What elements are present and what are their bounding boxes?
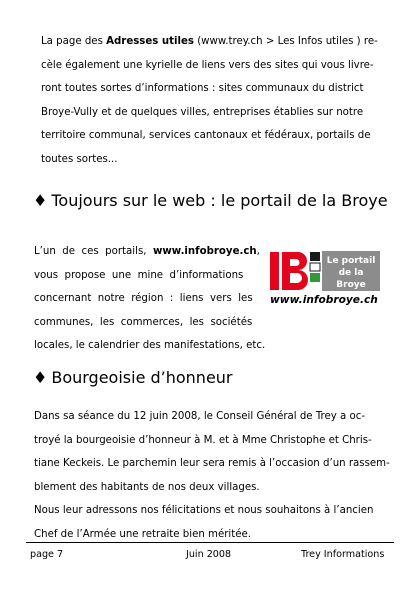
portail-text: ,	[256, 246, 260, 257]
intro-text: La page des	[41, 36, 107, 47]
portail-line: communes, les commerces, les sociétés	[34, 316, 253, 328]
logo-url: www.infobroye.ch	[270, 294, 378, 306]
intro-line: territoire communal, services cantonaux et fédéraux, portails de	[41, 130, 371, 142]
logo-text-line1: Le portail	[326, 256, 376, 266]
bourgeoisie-line: troyé la bourgeoisie d’honneur à M. et à Mme Christophe et Chris-	[34, 434, 372, 446]
portail-line: locales, le calendrier des manifestations, etc.	[34, 340, 266, 352]
diamond-bullet-icon: ♦	[33, 191, 48, 210]
portail-line	[34, 240, 266, 264]
bourgeoisie-line: Chef de l’Armée une retraite bien méritée.	[34, 528, 252, 540]
section-title: Bourgeoisie d’honneur	[51, 368, 233, 387]
logo-letter-i-shape	[270, 252, 279, 290]
footer-publication: Trey Informations	[301, 549, 385, 560]
logo-square-white	[310, 263, 320, 271]
intro-line	[41, 30, 379, 54]
section-heading-portail	[33, 191, 388, 210]
portail-line: concernant notre région : liens vers les	[34, 293, 253, 305]
section-title: Toujours sur le web : le portail de la Broye	[51, 191, 388, 210]
bourgeoisie-line: tiane Keckeis. Le parchemin leur sera remis à l’occasion d’un rassem-	[34, 458, 390, 470]
adresses-utiles-label: Adresses utiles	[106, 36, 194, 47]
bourgeoisie-paragraph	[34, 405, 390, 547]
section-heading-bourgeoisie	[33, 368, 233, 387]
infobroye-link[interactable]: www.infobroye.ch	[152, 246, 257, 257]
logo-letter-b-shape	[282, 252, 308, 290]
bourgeoisie-line: blement des habitants de nos deux villages.	[34, 481, 260, 493]
footer-page-number: page 7	[30, 549, 64, 560]
intro-line: ront toutes sortes d’informations : sites communaux du district	[41, 83, 364, 95]
bourgeoisie-line: Dans sa séance du 12 juin 2008, le Conseil Général de Trey a oc-	[34, 411, 366, 422]
intro-text: (www.trey.ch > Les Infos utiles ) re-	[193, 36, 378, 47]
intro-line: Broye-Vully et de quelques villes, entreprises établies sur notre	[41, 106, 364, 118]
portail-paragraph	[34, 240, 266, 358]
logo-square-green	[310, 273, 320, 282]
bourgeoisie-line: Nous leur adressons nos félicitations et nous souhaitons à l’ancien	[34, 505, 374, 517]
logo-square-dark	[310, 252, 320, 261]
footer-date: Juin 2008	[186, 549, 232, 560]
intro-paragraph	[41, 30, 379, 172]
logo-text-line3: Broye	[336, 280, 366, 290]
intro-line: toutes sortes...	[41, 153, 118, 165]
logo-text-line2: de la	[338, 268, 364, 278]
footer-divider	[26, 542, 394, 543]
portail-text: L’un de ces portails,	[34, 246, 153, 257]
portail-line: vous propose une mine d’informations	[34, 269, 244, 281]
infobroye-logo-graphic	[266, 249, 384, 295]
diamond-bullet-icon: ♦	[33, 368, 48, 387]
intro-line: cèle également une kyrielle de liens vers des sites qui vous livre-	[41, 59, 374, 71]
